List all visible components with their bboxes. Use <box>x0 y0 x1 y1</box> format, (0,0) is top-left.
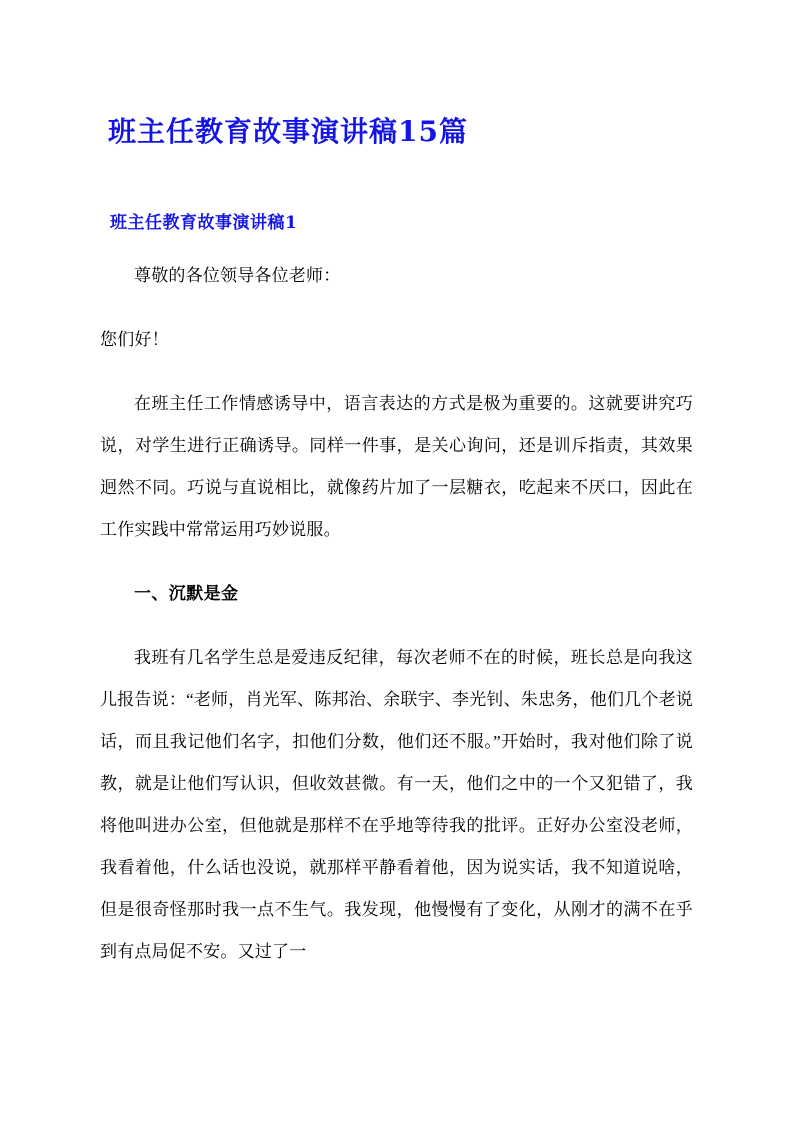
page-title: 班主任教育故事演讲稿15篇 <box>108 115 468 148</box>
story-paragraph: 我班有几名学生总是爱违反纪律，每次老师不在的时候，班长总是向我这儿报告说：“老师，肖光军、陈邦治、余联宇、李光钊、朱忠务，他们几个老说话，而且我记他们名字，扣他们分数，他们还不服。”开始时，我对他们除了说教，就是让他们写认识，但收效甚微。有一天，他们之中的一个又犯错了，我将他叫进办公室，但他就是那样不在乎地等待我的批评。正好办公室没老师，我看着他，什么话也没说，就那样平静看着他，因为说实话，我不知道说啥，但是很奇怪那时我一点不生气。我发现，他慢慢有了变化，从刚才的满不在乎到有点局促不安。又过了一 <box>100 648 693 962</box>
document-body <box>100 255 693 973</box>
intro-paragraph: 在班主任工作情感诱导中，语言表达的方式是极为重要的。这就要讲究巧说，对学生进行正确诱导。同样一件事，是关心询问，还是训斥指责，其效果迥然不同。巧说与直说相比，就像药片加了一层糖衣，吃起来不厌口，因此在工作实践中常常运用巧妙说服。 <box>100 394 693 540</box>
section-heading: 班主任教育故事演讲稿1 <box>110 213 298 234</box>
greeting-paragraph: 您们好！ <box>100 330 169 350</box>
sub-heading-one: 一、沉默是金 <box>134 584 239 604</box>
salutation-paragraph: 尊敬的各位领导各位老师： <box>134 266 341 286</box>
